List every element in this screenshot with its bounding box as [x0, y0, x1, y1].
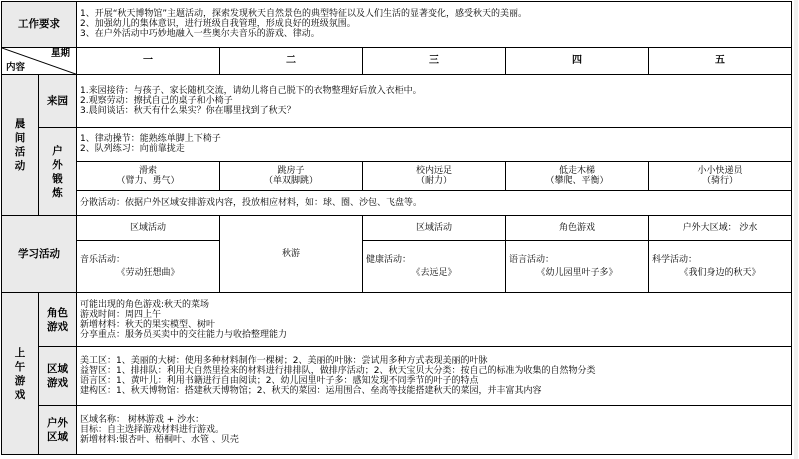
content-corner-label: 内容	[6, 62, 26, 74]
area-games-line: 建构区：1、秋天博物馆：搭建秋天博物馆；2、秋天的菜园：运用围合、垒高等技能搭建秋天的菜园，并丰富其内容	[80, 386, 542, 397]
outdoor-area-header: 户外区域	[39, 405, 77, 454]
work-requirement-line: 3、在户外活动中巧妙地融入一些奥尔夫音乐的游戏、律动。	[80, 29, 320, 40]
weekday-header-fri: 五	[649, 47, 792, 74]
outdoor-exercise-content	[77, 128, 792, 161]
study-thu-role: 角色游戏	[506, 215, 649, 240]
study-wed-health: 健康活动： 《去远足》	[363, 240, 506, 292]
outdoor-area-line: 新增材料:银杏叶、梧桐叶、水管 、贝壳	[80, 434, 239, 445]
area-games-content	[77, 347, 792, 405]
study-mon-area: 区域活动	[77, 215, 220, 240]
daily-exercise-mon: 滑索 （臂力、勇气）	[77, 161, 220, 190]
outdoor-exercise-line: 1、律动操节：能熟练单脚上下椅子	[80, 134, 221, 145]
role-play-content	[77, 293, 792, 347]
work-requirements-content	[77, 2, 792, 48]
outdoor-area-line: 区域名称： 树林游戏 + 沙水：	[80, 414, 205, 425]
study-fri-outdoor: 户外大区域： 沙水	[649, 215, 792, 240]
outdoor-exercise-line: 2、队列练习：向前靠拢走	[80, 144, 185, 155]
outdoor-area-content	[77, 405, 792, 454]
outdoor-area-line: 目标：自主选择游戏材料进行游戏。	[80, 424, 225, 435]
weekday-header-mon: 一	[77, 47, 220, 74]
role-play-line: 分享重点：服务员买卖中的交往能力与收拾整理能力	[80, 329, 288, 340]
area-games-line: 美工区：1、美丽的大树：使用多种材料制作一棵树；2、美丽的叶脉：尝试用多种方式表现美丽的叶脉	[80, 356, 488, 367]
study-fri-science: 科学活动： 《我们身边的秋天》	[649, 240, 792, 292]
area-games-line: 语言区：1、黄叶儿：利用书籍进行自由阅读；2、幼儿园里叶子多：感知发现不同季节的叶子的特点	[80, 376, 479, 387]
diagonal-header-cell	[2, 47, 77, 74]
role-play-line: 可能出现的角色游戏:秋天的菜场	[80, 299, 210, 310]
study-mon-music: 音乐活动： 《劳动狂想曲》	[77, 240, 220, 292]
weekday-header-tue: 二	[220, 47, 363, 74]
study-activity-header: 学习活动	[2, 215, 77, 292]
study-thu-language: 语言活动： 《幼儿园里叶子多》	[506, 240, 649, 292]
work-requirement-line: 2、加强幼儿的集体意识，进行班级自我管理，形成良好的班级氛围。	[80, 19, 356, 30]
weekday-header-wed: 三	[363, 47, 506, 74]
work-requirements-header: 工作要求	[2, 2, 77, 48]
arrival-line: 2.观察劳动：擦拭自己的桌子和小椅子	[80, 96, 233, 107]
morning-games-header: 上午游戏	[2, 293, 39, 455]
study-wed-area: 区域活动	[363, 215, 506, 240]
weekday-header-thu: 四	[506, 47, 649, 74]
daily-exercise-tue: 跳房子 （单双脚跳）	[220, 161, 363, 190]
weekday-corner-label: 星期	[50, 47, 70, 59]
outdoor-exercise-header: 户外锻炼	[39, 128, 77, 216]
role-play-line: 游戏时间：周四上午	[80, 309, 162, 320]
weekly-plan-table	[1, 1, 792, 455]
arrival-line: 1.来园接待：与孩子、家长随机交流，请幼儿将自己脱下的衣物整理好后放入衣柜中。	[80, 86, 422, 97]
daily-exercise-thu: 低走木梯 （攀爬、平衡）	[506, 161, 649, 190]
scatter-activity: 分散活动：依据户外区域安排游戏内容，投放相应材料，如：球、圈、沙包、飞盘等。	[77, 190, 792, 215]
study-tue-outing: 秋游	[220, 215, 363, 292]
arrival-content	[77, 75, 792, 128]
morning-activity-header: 晨间活动	[2, 75, 39, 216]
window-edge	[794, 0, 798, 459]
area-games-header: 区域游戏	[39, 347, 77, 405]
daily-exercise-fri: 小小快递员 （骑行）	[649, 161, 792, 190]
daily-exercise-wed: 校内远足 （耐力）	[363, 161, 506, 190]
role-play-line: 新增材料：秋天的果实模型、树叶	[80, 319, 216, 330]
role-play-header: 角色游戏	[39, 293, 77, 347]
work-requirement-line: 1、开展“秋天博物馆”主题活动，探索发现秋天自然景色的典型特征以及人们生活的显著变化，感受秋天的美丽。	[80, 9, 528, 20]
arrival-header: 来园	[39, 75, 77, 128]
arrival-line: 3.晨间谈话：秋天有什么果实？你在哪里找到了秋天？	[80, 106, 296, 117]
area-games-line: 益智区：1、排排队：利用大自然里捡来的材料进行排排队，做排序活动；2、秋天宝贝大分类：按自己的标准为收集的自然物分类	[80, 366, 596, 377]
